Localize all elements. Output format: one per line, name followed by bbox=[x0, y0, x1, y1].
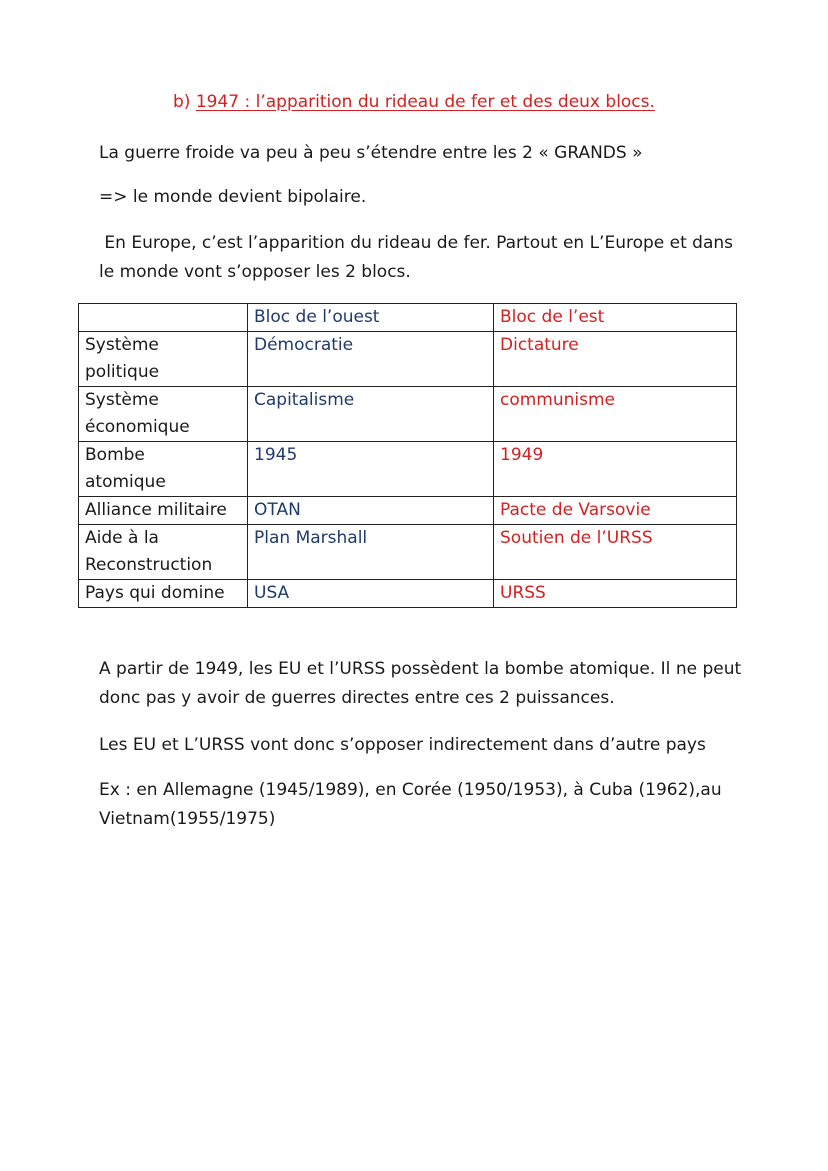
row-label-line: économique bbox=[85, 417, 190, 437]
row-label: Alliance militaire bbox=[79, 497, 248, 525]
table-row bbox=[79, 580, 737, 608]
paragraph-line: le monde vont s’opposer les 2 blocs. bbox=[99, 262, 411, 282]
section-title: 1947 : l’apparition du rideau de fer et des deux blocs. bbox=[195, 92, 655, 112]
table-row bbox=[79, 497, 737, 525]
row-label-line: Système bbox=[85, 390, 159, 410]
table-row bbox=[79, 332, 737, 387]
east-cell: Dictature bbox=[494, 332, 737, 387]
row-label-line: Reconstruction bbox=[85, 555, 213, 575]
table-row bbox=[79, 387, 737, 442]
paragraph-line: A partir de 1949, les EU et l’URSS possèdent la bombe atomique. Il ne peut bbox=[99, 659, 742, 679]
west-cell: Capitalisme bbox=[248, 387, 494, 442]
west-cell: 1945 bbox=[248, 442, 494, 497]
table-row bbox=[79, 442, 737, 497]
row-label-line: atomique bbox=[85, 472, 166, 492]
row-label bbox=[79, 442, 248, 497]
paragraph-line: En Europe, c’est l’apparition du rideau de fer. Partout en L’Europe et dans bbox=[99, 233, 734, 253]
paragraph-line: donc pas y avoir de guerres directes entre ces 2 puissances. bbox=[99, 688, 615, 708]
paragraph-rideau-de-fer bbox=[99, 229, 733, 287]
west-cell: Démocratie bbox=[248, 332, 494, 387]
west-cell: OTAN bbox=[248, 497, 494, 525]
paragraph-guerre-froide: La guerre froide va peu à peu s’étendre entre les 2 « GRANDS » bbox=[99, 143, 643, 163]
east-cell: Soutien de l’URSS bbox=[494, 525, 737, 580]
row-label: Pays qui domine bbox=[79, 580, 248, 608]
table-header-west: Bloc de l’ouest bbox=[248, 304, 494, 332]
paragraph-exemples bbox=[99, 776, 722, 834]
paragraph-line: Ex : en Allemagne (1945/1989), en Corée (1950/1953), à Cuba (1962),au bbox=[99, 780, 722, 800]
paragraph-bombe-atomique bbox=[99, 655, 741, 713]
east-cell: 1949 bbox=[494, 442, 737, 497]
table-row bbox=[79, 525, 737, 580]
row-label bbox=[79, 525, 248, 580]
blocs-comparison-table bbox=[78, 303, 737, 608]
paragraph-bipolaire: => le monde devient bipolaire. bbox=[99, 187, 367, 207]
row-label-line: Système bbox=[85, 335, 159, 355]
row-label-line: politique bbox=[85, 362, 160, 382]
table-header-row bbox=[79, 304, 737, 332]
row-label bbox=[79, 387, 248, 442]
row-label-line: Aide à la bbox=[85, 528, 159, 548]
paragraph-opposition-indirecte: Les EU et L’URSS vont donc s’opposer indirectement dans d’autre pays bbox=[99, 735, 706, 755]
east-cell: communisme bbox=[494, 387, 737, 442]
section-letter: b) bbox=[173, 92, 196, 112]
paragraph-line: Vietnam(1955/1975) bbox=[99, 809, 276, 829]
table-header-east: Bloc de l’est bbox=[494, 304, 737, 332]
east-cell: URSS bbox=[494, 580, 737, 608]
west-cell: USA bbox=[248, 580, 494, 608]
section-heading bbox=[173, 92, 655, 112]
row-label bbox=[79, 332, 248, 387]
table-header-cell bbox=[79, 304, 248, 332]
west-cell: Plan Marshall bbox=[248, 525, 494, 580]
row-label-line: Bombe bbox=[85, 445, 145, 465]
east-cell: Pacte de Varsovie bbox=[494, 497, 737, 525]
